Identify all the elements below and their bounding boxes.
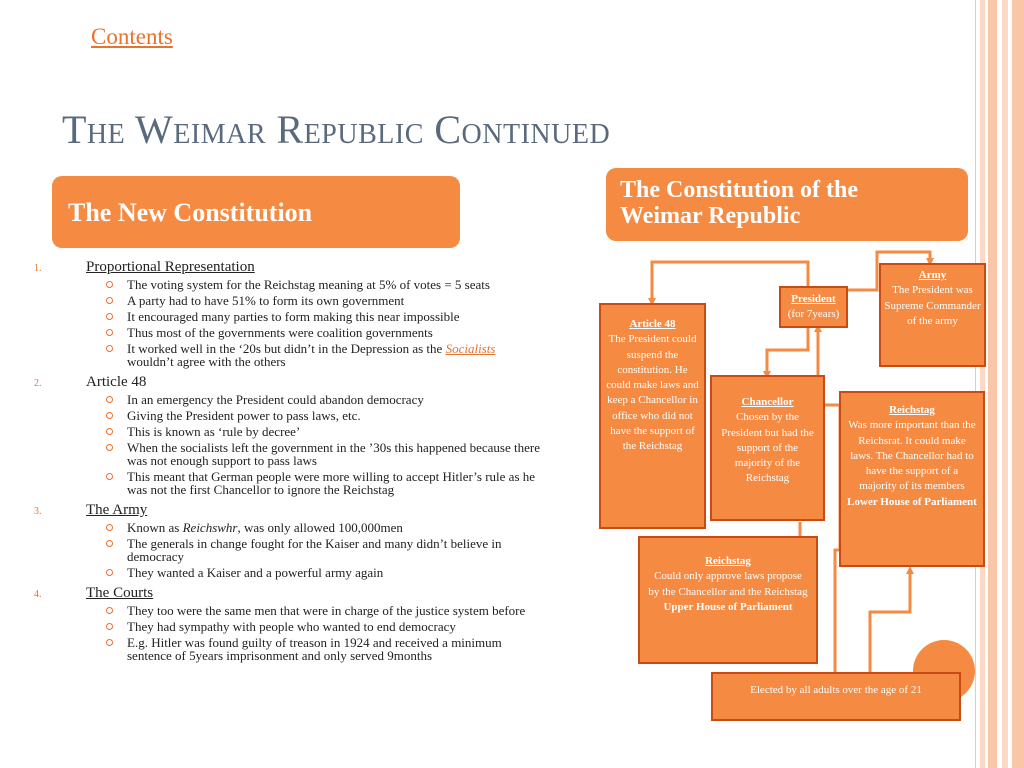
chancellor-text: Chosen by the President but had the support of the majority of the Reichstag: [721, 411, 814, 485]
bullet-point: When the socialists left the government in the ’30s this happened because there was not enough support to pass laws: [86, 441, 540, 467]
connector-electorate-to-reichstag: [870, 570, 910, 672]
reichstag-upper-text: Could only approve laws propose by the Chancellor and the Reichstag: [648, 570, 808, 598]
bullet-point: In an emergency the President could abandon democracy: [86, 393, 540, 406]
right-heading-line1: The Constitution of the: [620, 177, 859, 203]
slide-title: The Weimar Republic Continued: [62, 107, 611, 152]
bullet-point: This meant that German people were more willing to accept Hitler’s rule as he was not the first Chancellor to ignore the Reichstag: [86, 470, 540, 496]
contents-link[interactable]: Contents: [91, 24, 173, 49]
right-heading-line2: Weimar Republic: [620, 203, 801, 229]
reichstag-lower-box: [839, 391, 985, 567]
article48-label: Article 48: [629, 318, 676, 330]
item-number: 3.: [34, 506, 42, 517]
chancellor-label: Chancellor: [741, 396, 794, 408]
bullet-point: They wanted a Kaiser and a powerful army again: [86, 566, 540, 579]
president-label: President: [791, 293, 836, 305]
item-number: 4.: [34, 589, 42, 600]
chancellor-box: [710, 375, 825, 521]
item-title: Article 48: [86, 374, 147, 390]
item-title: Proportional Representation: [86, 259, 255, 275]
left-heading: The New Constitution: [52, 176, 460, 248]
bullet-text: Known as: [127, 520, 183, 535]
socialists-link[interactable]: Socialists: [445, 341, 496, 356]
army-text: The President was Supreme Commander of the army: [884, 284, 981, 327]
article48-box: [599, 303, 706, 529]
connector-president-to-chancellor: [767, 326, 808, 375]
reichstag-lower-label: Reichstag: [889, 404, 935, 416]
bullet-point: The voting system for the Reichstag meaning at 5% of votes = 5 seats: [86, 278, 540, 291]
article48-text: The President could suspend the constitution. He could make laws and keep a Chancellor in office who did not have the support of the Reichstag: [606, 333, 699, 453]
bullet-text: , was only allowed 100,000men: [237, 520, 403, 535]
bullet-italic: Reichswhr: [182, 520, 238, 535]
reichstag-upper-box: [638, 536, 818, 664]
bullet-point: E.g. Hitler was found guilty of treason in 1924 and received a minimum sentence of 5years imprisonment and only served 9months: [86, 636, 540, 662]
army-label: Army: [918, 269, 947, 281]
reichstag-upper-label: Reichstag: [705, 555, 751, 567]
item-number: 2.: [34, 378, 42, 389]
bullet-point: They too were the same men that were in charge of the justice system before: [86, 604, 540, 617]
president-text: (for 7years): [787, 308, 840, 321]
electorate-text: Elected by all adults over the age of 21: [750, 684, 922, 696]
bullet-point: This is known as ‘rule by decree’: [86, 425, 540, 438]
bullet-point: Thus most of the governments were coalition governments: [86, 326, 540, 339]
bullet-point: A party had to have 51% to form its own government: [86, 294, 540, 307]
electorate-box: [711, 672, 961, 721]
bullet-point: It encouraged many parties to form making this near impossible: [86, 310, 540, 323]
bullet-text: wouldn’t agree with the others: [127, 354, 286, 369]
bullet-point: The generals in change fought for the Kaiser and many didn’t believe in democracy: [86, 537, 540, 563]
president-box: [779, 286, 848, 328]
item-title: The Courts: [86, 585, 154, 601]
bullet-point: Giving the President power to pass laws, etc.: [86, 409, 540, 422]
lower-house-label: Lower House of Parliament: [847, 495, 977, 508]
upper-house-label: Upper House of Parliament: [663, 600, 793, 613]
item-title: The Army: [86, 502, 148, 518]
bullet-text: It worked well in the ‘20s but didn’t in the Depression as the: [127, 341, 446, 356]
bullet-point: They had sympathy with people who wanted to end democracy: [86, 620, 540, 633]
army-box: [879, 263, 986, 367]
reichstag-lower-text: Was more important than the Reichsrat. It could make laws. The Chancellor had to have the support of a majority of its members: [848, 419, 976, 493]
item-number: 1.: [34, 263, 42, 274]
